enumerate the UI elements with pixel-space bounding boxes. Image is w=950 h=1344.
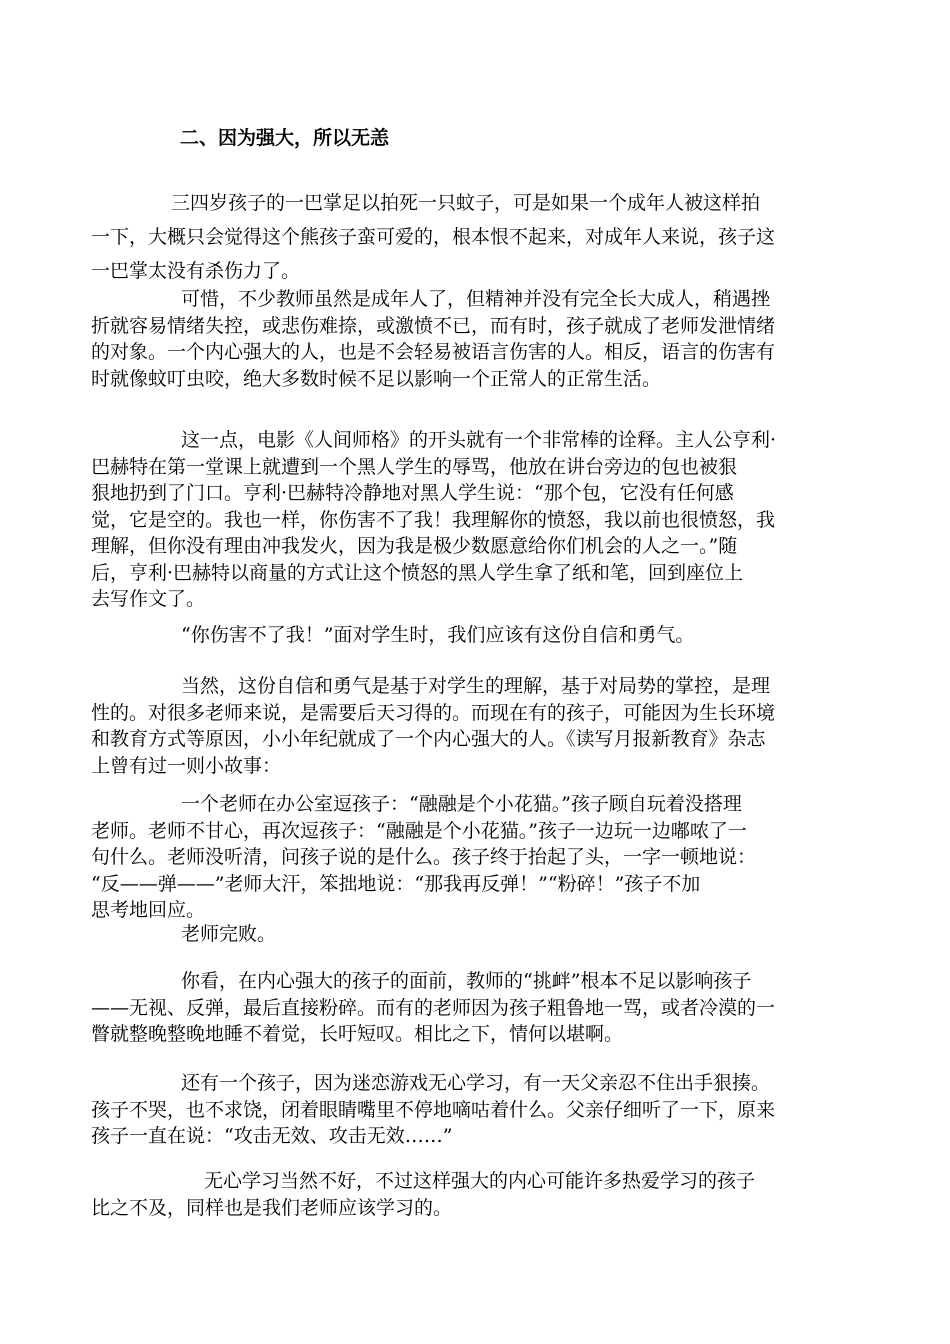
paragraph-line: 孩子一直在说：“攻击无效、攻击无效……” <box>91 1125 453 1147</box>
paragraph-line: 一巴掌太没有杀伤力了。 <box>91 260 301 282</box>
paragraph-line: ——无视、反弹，最后直接粉碎。而有的老师因为孩子粗鲁地一骂，或者冷漠的一 <box>91 996 776 1019</box>
paragraph-5 <box>91 673 863 779</box>
paragraph-6 <box>91 791 863 924</box>
paragraph-line: 无心学习当然不好，不过这样强大的内心可能许多热爱学习的孩子 <box>204 1170 756 1192</box>
paragraph-line: 句什么。老师没听清，问孩子说的是什么。孩子终于抬起了头，一字一顿地说： <box>91 846 757 868</box>
paragraph-line: 这一点，电影《人间师格》的开头就有一个非常棒的诠释。主人公亨利· <box>181 429 777 451</box>
paragraph-line: 你看，在内心强大的孩子的面前，教师的“挑衅”根本不足以影响孩子 <box>181 970 752 992</box>
paragraph-line: 上曾有过一则小故事： <box>91 754 282 777</box>
paragraph-1 <box>91 186 863 288</box>
paragraph-line: 比之不及，同样也是我们老师应该学习的。 <box>91 1196 453 1219</box>
paragraph-6b <box>91 921 863 948</box>
paragraph-line: 还有一个孩子，因为迷恋游戏无心学习，有一天父亲忍不住出手狠揍。 <box>181 1072 771 1094</box>
paragraph-line: 可惜，不少教师虽然是成年人了，但精神并没有完全长大成人，稍遇挫 <box>181 288 771 310</box>
paragraph-line: 后，亨利·巴赫特以商量的方式让这个愤怒的黑人学生拿了纸和笔，回到座位上 <box>91 561 744 584</box>
paragraph-line: 瞥就整晚整晚地睡不着觉，长吁短叹。相比之下，情何以堪啊。 <box>91 1023 624 1045</box>
paragraph-line: 一个老师在办公室逗孩子：“融融是个小花猫。”孩子顾自玩着没搭理 <box>181 793 742 815</box>
paragraph-line: 性的。对很多老师来说，是需要后天习得的。而现在有的孩子，可能因为生长环境 <box>91 701 776 724</box>
paragraph-3 <box>91 427 863 613</box>
paragraph-line: 一下，大概只会觉得这个熊孩子蛮可爱的，根本恨不起来，对成年人来说，孩子这 <box>91 226 776 248</box>
paragraph-line: 狠地扔到了门口。亨利·巴赫特冷静地对黑人学生说：“那个包，它没有任何感 <box>91 482 734 504</box>
paragraph-line: “反——弹——”老师大汗，笨拙地说：“那我再反弹！”“粉碎！”孩子不加 <box>91 872 701 895</box>
paragraph-line: 和教育方式等原因，小小年纪就成了一个内心强大的人。《读写月报新教育》杂志 <box>91 728 766 750</box>
paragraph-9 <box>91 1168 863 1221</box>
paragraph-line: 三四岁孩子的一巴掌足以拍死一只蚊子，可是如果一个成年人被这样拍 <box>171 192 761 214</box>
section-heading: 二、因为强大，所以无恙 <box>180 127 390 149</box>
paragraph-7 <box>91 968 863 1048</box>
paragraph-line: 巴赫特在第一堂课上就遭到一个黑人学生的辱骂，他放在讲台旁边的包也被狠 <box>91 455 738 478</box>
paragraph-line: 理解，但你没有理由冲我发火，因为我是极少数愿意给你们机会的人之一。”随 <box>91 535 738 557</box>
paragraph-line: 时就像蚊叮虫咬，绝大多数时候不足以影响一个正常人的正常生活。 <box>91 367 662 390</box>
paragraph-line: 觉，它是空的。我也一样，你伤害不了我！我理解你的愤怒，我以前也很愤怒，我 <box>91 508 776 531</box>
paragraph-line: “你伤害不了我！”面对学生时，我们应该有这份自信和勇气。 <box>181 624 695 646</box>
paragraph-line: 的对象。一个内心强大的人，也是不会轻易被语言伤害的人。相反，语言的伤害有 <box>91 341 776 363</box>
paragraph-line: 老师。老师不甘心，再次逗孩子：“融融是个小花猫。”孩子一边玩一边嘟哝了一 <box>91 819 747 842</box>
paragraph-line: 去写作文了。 <box>91 588 206 610</box>
paragraph-4 <box>91 622 863 649</box>
paragraph-line: 折就容易情绪失控，或悲伤难捺，或激愤不已，而有时，孩子就成了老师发泄情绪 <box>91 314 776 337</box>
paragraph-line: 孩子不哭，也不求饶，闭着眼睛嘴里不停地嘀咕着什么。父亲仔细听了一下，原来 <box>91 1098 776 1121</box>
paragraph-line: 当然，这份自信和勇气是基于对学生的理解，基于对局势的掌控，是理 <box>181 675 771 697</box>
paragraph-8 <box>91 1070 863 1150</box>
paragraph-line: 思考地回应。 <box>91 899 206 921</box>
paragraph-line: 老师完败。 <box>181 923 277 945</box>
paragraph-2 <box>91 286 863 392</box>
